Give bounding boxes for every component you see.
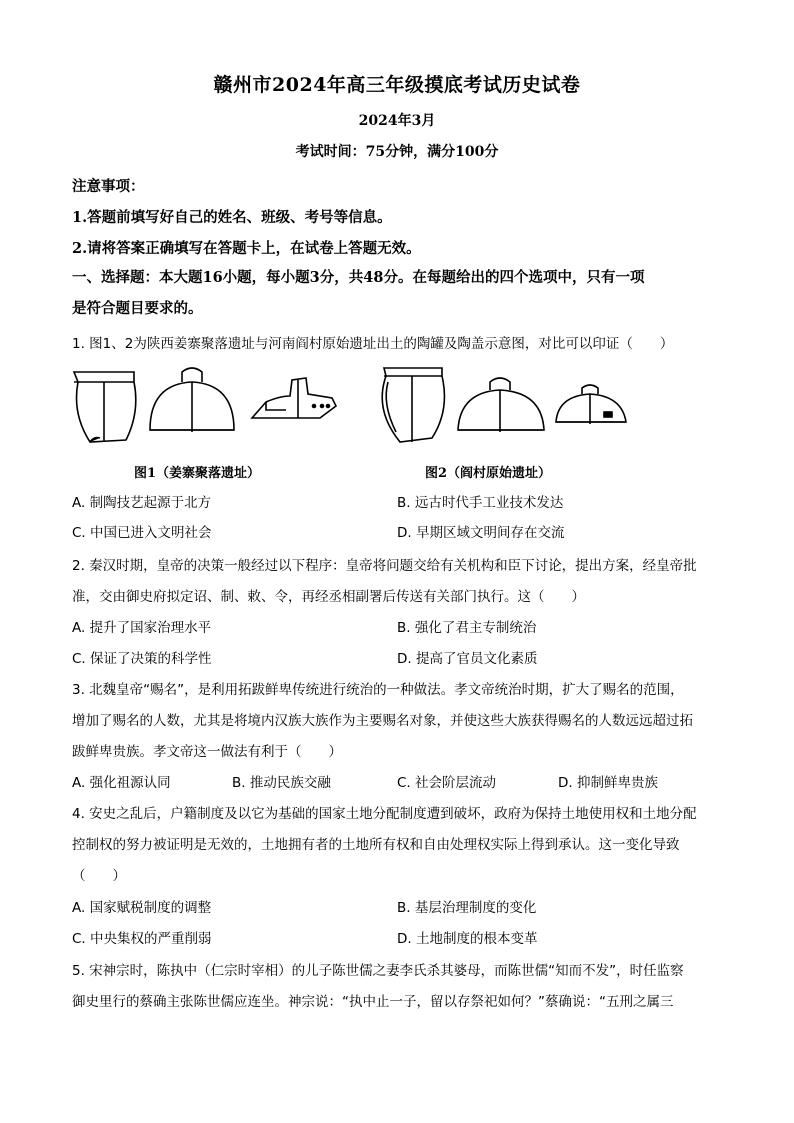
option-d[interactable]: D. 早期区域文明间存在交流: [397, 525, 565, 541]
section-line: 是符合题目要求的。: [72, 300, 203, 317]
question-5: [72, 956, 722, 1018]
exam-date: 2024年3月: [358, 113, 436, 129]
q1-options-row1: [72, 488, 722, 519]
q3-options: [72, 768, 722, 799]
fig2-jar-drawing: [382, 368, 444, 442]
notes-block: [72, 171, 732, 264]
q4-options-row1: [72, 893, 722, 924]
exam-title: 赣州市2024年高三年级摸底考试历史试卷: [213, 74, 581, 96]
option-b[interactable]: B. 远古时代手工业技术发达: [397, 495, 564, 511]
option-a[interactable]: A. 强化祖源认同: [72, 775, 171, 791]
pottery-figures: [70, 362, 730, 462]
question-stem: 1. 图1、2为陕西姜寨聚落遗址与河南阎村原始遗址出土的陶罐及陶盖示意图，对比可以印证（ ）: [72, 336, 674, 352]
option-d[interactable]: D. 提高了官员文化素质: [397, 651, 538, 667]
exam-time: 考试时间：75分钟，满分100分: [295, 144, 499, 160]
fig2-caption: 图2（阎村原始遗址）: [425, 466, 552, 481]
question-line: （ ）: [72, 868, 126, 884]
option-c[interactable]: C. 社会阶层流动: [397, 775, 497, 791]
question-3: [72, 675, 722, 768]
question-line: 5. 宋神宗时，陈执中（仁宗时宰相）的儿子陈世儒之妻李氏杀其婆母，而陈世儒“知而不发”，时任监察: [72, 963, 684, 979]
option-b[interactable]: B. 推动民族交融: [232, 775, 331, 791]
question-4: [72, 799, 722, 892]
question-2: [72, 551, 722, 613]
option-a[interactable]: A. 国家赋税制度的调整: [72, 900, 212, 916]
q2-options-row1: [72, 613, 722, 644]
fig1-lid-drawing: [150, 368, 234, 432]
question-line: 3. 北魏皇帝“赐名”，是利用拓跋鲜卑传统进行统治的一种做法。孝文帝统治时期，扩大了赐名的范围，: [72, 682, 684, 698]
fig1-caption: 图1（姜寨聚落遗址）: [134, 466, 261, 481]
option-c[interactable]: C. 保证了决策的科学性: [72, 651, 212, 667]
fig2-smalllid-drawing: [556, 385, 626, 424]
question-line: 控制权的努力被证明是无效的，土地拥有者的土地所有权和自由处理权实际上得到承认。这一变化导致: [72, 837, 680, 853]
option-b[interactable]: B. 基层治理制度的变化: [397, 900, 537, 916]
option-c[interactable]: C. 中央集权的严重削弱: [72, 931, 212, 947]
option-a[interactable]: A. 提升了国家治理水平: [72, 620, 212, 636]
question-line: 增加了赐名的人数，尤其是将境内汉族大族作为主要赐名对象，并使这些大族获得赐名的人数远远超过拓: [72, 713, 693, 729]
q4-options-row2: [72, 924, 722, 955]
q2-options-row2: [72, 644, 722, 675]
fig2-lid-drawing: [458, 378, 544, 432]
notes-heading: 注意事项：: [72, 178, 145, 195]
fig1-jar-drawing: [74, 372, 136, 442]
question-1: [72, 329, 722, 360]
option-c[interactable]: C. 中国已进入文明社会: [72, 525, 212, 541]
option-d[interactable]: D. 土地制度的根本变革: [397, 931, 538, 947]
notes-item: 2.请将答案正确填写在答题卡上，在试卷上答题无效。: [72, 240, 421, 257]
question-line: 准，交由御史府拟定诏、制、敕、令，再经丞相副署后传送有关部门执行。这（ ）: [72, 589, 585, 605]
option-a[interactable]: A. 制陶技艺起源于北方: [72, 495, 212, 511]
question-line: 跋鲜卑贵族。孝文帝这一做法有利于（ ）: [72, 744, 342, 760]
section-heading: [72, 262, 722, 324]
section-line: 一、选择题：本大题16小题，每小题3分，共48分。在每题给出的四个选项中，只有一项: [72, 269, 645, 286]
question-line: 御史里行的蔡确主张陈世儒应连坐。神宗说：“执中止一子，留以存祭祀如何？”蔡确说：“五刑之属三: [72, 994, 674, 1010]
q1-options-row2: [72, 518, 722, 549]
question-line: 2. 秦汉时期，皇帝的决策一般经过以下程序：皇帝将问题交给有关机构和臣下讨论，提出方案，经皇帝批: [72, 558, 697, 574]
option-b[interactable]: B. 强化了君主专制统治: [397, 620, 537, 636]
notes-item: 1.答题前填写好自己的姓名、班级、考号等信息。: [72, 209, 392, 226]
question-line: 4. 安史之乱后，户籍制度及以它为基础的国家土地分配制度遭到破坏，政府为保持土地使用权和土地分配: [72, 806, 697, 822]
fig1-flatlid-drawing: [252, 378, 336, 418]
option-d[interactable]: D. 抑制鲜卑贵族: [558, 775, 658, 791]
